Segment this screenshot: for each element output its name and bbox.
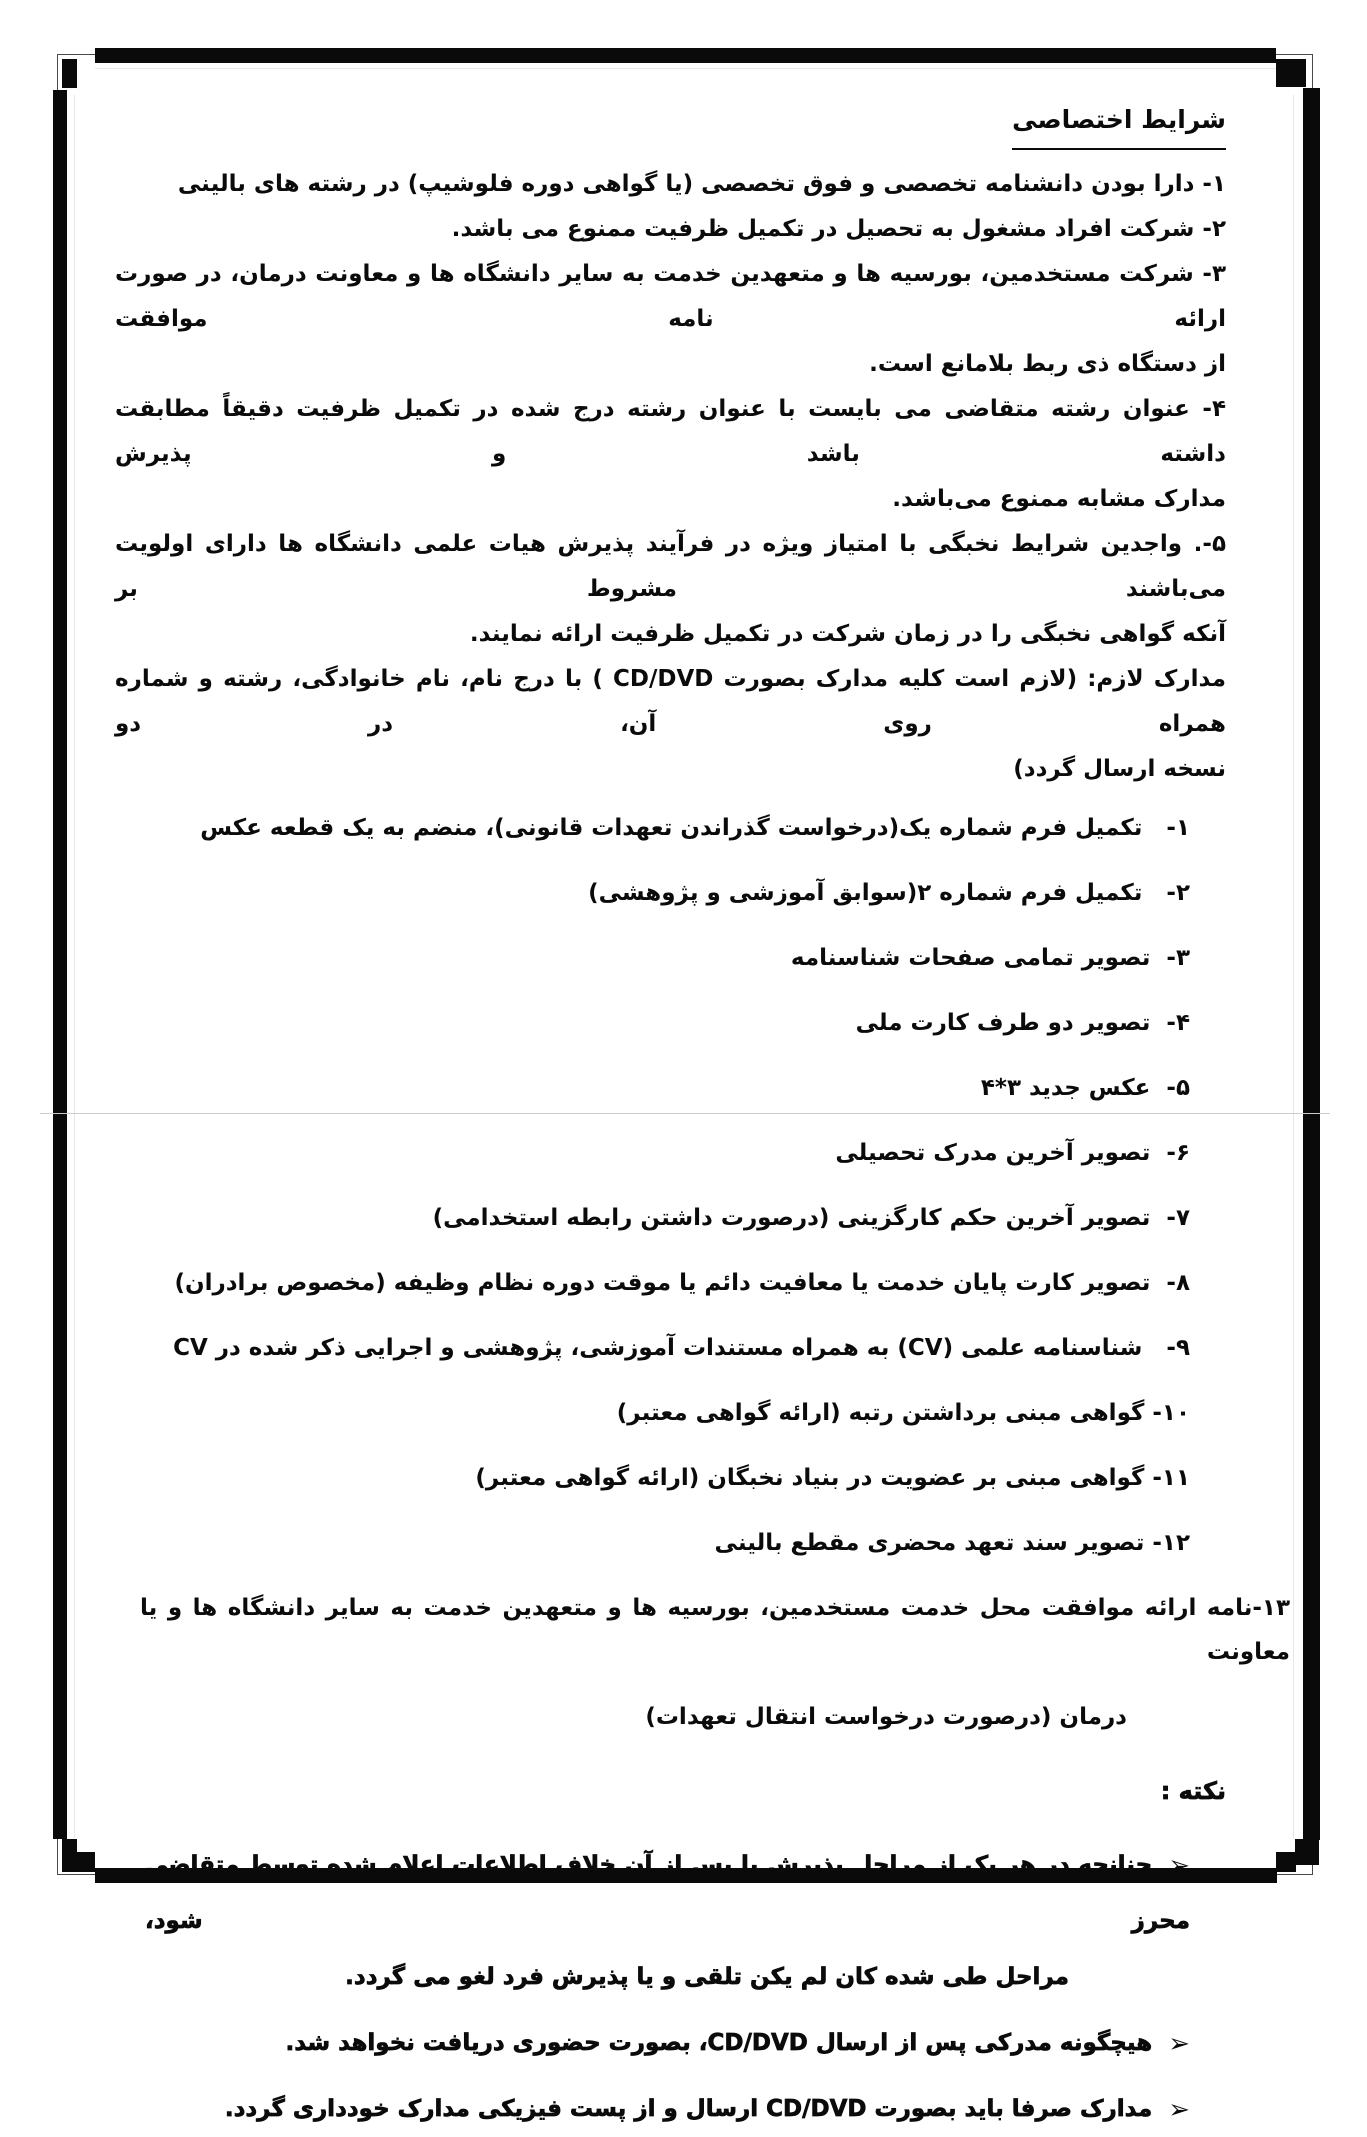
doc-item-1: ۱- تکمیل فرم شماره یک(درخواست گذراندن تعهدات قانونی)، منضم به یک قطعه عکس: [200, 815, 1190, 841]
doc-item-12: ۱۲- تصویر سند تعهد محضری مقطع بالینی: [714, 1530, 1190, 1556]
border-corner-step-bottom-right: [1295, 1839, 1319, 1865]
doc-item-3: ۳- تصویر تمامی صفحات شناسنامه: [790, 945, 1190, 971]
arrow-bullet-icon: ➢: [1168, 2029, 1190, 2059]
doc-item-2: ۲- تکمیل فرم شماره ۲(سوابق آموزشی و پژوهشی): [588, 880, 1190, 906]
note-1-line-1: [145, 1837, 1190, 1949]
condition-line-5a: ۵-. واجدین شرایط نخبگی با امتیاز ویژه در فرآیند پذیرش هیات علمی دانشگاه ها دارای اولویت می‌باشند مشروط بر: [115, 531, 1226, 602]
note-3-text: مدارک صرفا باید بصورت CD/DVD ارسال و از پست فیزیکی مدارک خودداری گردد.: [224, 2096, 1153, 2122]
note-item-1: [145, 1837, 1190, 2005]
border-corner-step-bottom-left: [62, 1839, 77, 1853]
arrow-bullet-icon: ➢: [1168, 2095, 1190, 2125]
condition-line-3b: از دستگاه ذی ربط بلامانع است.: [869, 351, 1226, 377]
notes-heading: نکته :: [1160, 1777, 1226, 1805]
arrow-bullet-icon: ➢: [1168, 1851, 1190, 1881]
condition-line-2: ۲- شرکت افراد مشغول به تحصیل در تکمیل ظرفیت ممنوع می باشد.: [451, 216, 1226, 242]
note-item-3: [145, 2081, 1190, 2137]
note-1-text-1: چنانچه در هر یک از مراحل پذیرش یا پس از آن خلاف اطلاعات اعلام شده توسط متقاضی محرز شود،: [145, 1852, 1190, 1934]
doc-item-7: ۷- تصویر آخرین حکم کارگزینی (درصورت داشتن رابطه استخدامی): [432, 1205, 1190, 1231]
note-3-line: [145, 2081, 1190, 2137]
condition-line-5b: آنکه گواهی نخبگی را در زمان شرکت در تکمیل ظرفیت ارائه نمایند.: [469, 621, 1226, 647]
border-corner-step2-bottom-right: [1276, 1852, 1296, 1872]
required-docs-list: [115, 806, 1290, 1739]
doc-item-4: ۴- تصویر دو طرف کارت ملی: [855, 1010, 1190, 1036]
doc-item-5: ۵- عکس جدید ۳*۴: [980, 1075, 1190, 1101]
title-row: [115, 96, 1226, 150]
doc-item-9: ۹- شناسنامه علمی (CV) به همراه مستندات آموزشی، پژوهشی و اجرایی ذکر شده در CV: [173, 1335, 1190, 1361]
condition-line-4a: ۴- عنوان رشته متقاضی می بایست با عنوان رشته درج شده در تکمیل ظرفیت دقیقاً مطابقت داشته باشد و پذیرش: [115, 396, 1226, 467]
doc-item-10: ۱۰- گواهی مبنی برداشتن رتبه (ارائه گواهی معتبر): [616, 1400, 1190, 1426]
page-border-top-bar: [95, 48, 1276, 63]
doc-item-11: ۱۱- گواهی مبنی بر عضویت در بنیاد نخبگان (ارائه گواهی معتبر): [475, 1465, 1190, 1491]
condition-line-4b: مدارک مشابه ممنوع می‌باشد.: [892, 486, 1226, 512]
note-item-2: [145, 2015, 1190, 2071]
doc-item-13-line1: ۱۳-نامه ارائه موافقت محل خدمت مستخدمین، بورسیه ها و متعهدین خدمت به سایر دانشگاه ها و یا معاونت: [140, 1595, 1290, 1665]
note-2-text: هیچگونه مدرکی پس از ارسال CD/DVD، بصورت حضوری دریافت نخواهد شد.: [285, 2030, 1153, 2056]
page-title: شرایط اختصاصی: [1012, 96, 1226, 150]
doc-item-13-line2: درمان (درصورت درخواست انتقال تعهدات): [645, 1704, 1127, 1730]
condition-line-3a: ۳- شرکت مستخدمین، بورسیه ها و متعهدین خدمت به سایر دانشگاه ها و معاونت درمان، در صورت ارائه نامه موافقت: [115, 261, 1226, 332]
note-2-line: [145, 2015, 1190, 2071]
document-content: [115, 96, 1290, 2137]
border-corner-step2-bottom-left: [62, 1852, 95, 1872]
required-docs-intro-b: نسخه ارسال گردد): [1013, 756, 1226, 782]
condition-line-1: ۱- دارا بودن دانشنامه تخصصی و فوق تخصصی (یا گواهی دوره فلوشیپ) در رشته های بالینی: [177, 171, 1226, 197]
doc-item-6: ۶- تصویر آخرین مدرک تحصیلی: [835, 1140, 1190, 1166]
border-inner-hairline-left: [74, 95, 75, 1838]
required-docs-intro-a: مدارک لازم: (لازم است کلیه مدارک بصورت CD/DVD ) با درج نام، نام خانوادگی، رشته و شماره همراه روی آن، در دو: [115, 666, 1226, 737]
border-corner-step-top-right: [1276, 59, 1306, 87]
page-border-right-bar: [1303, 88, 1320, 1840]
border-inner-hairline-top: [95, 68, 1276, 69]
border-corner-step-top-left: [62, 59, 77, 88]
page-border-left-bar: [53, 90, 67, 1839]
doc-item-8: ۸- تصویر کارت پایان خدمت یا معافیت دائم یا موقت دوره نظام وظیفه (مخصوص برادران): [174, 1270, 1190, 1296]
note-1-line-2: مراحل طی شده کان لم یکن تلقی و یا پذیرش فرد لغو می گردد.: [345, 1964, 1069, 1990]
border-inner-hairline-right: [1293, 95, 1294, 1838]
